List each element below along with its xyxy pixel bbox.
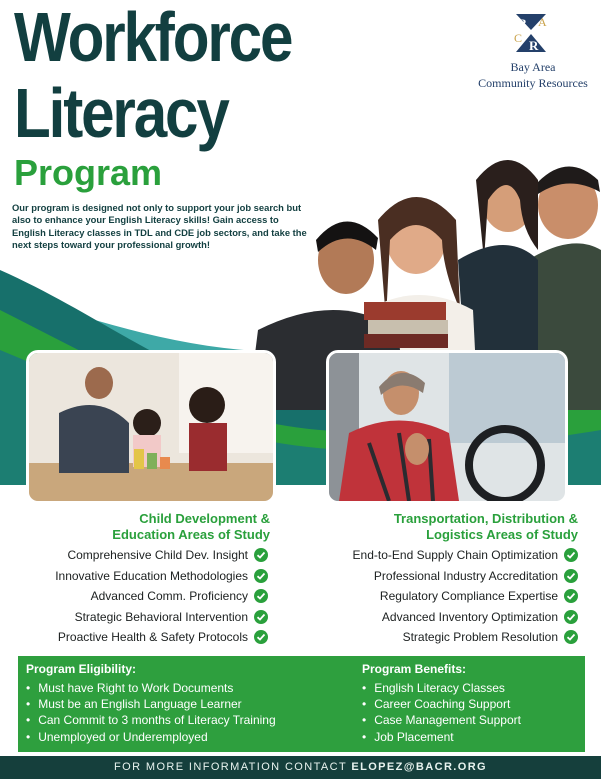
list-item: Professional Industry Accreditation bbox=[300, 566, 578, 587]
org-name-line1: Bay Area bbox=[510, 60, 556, 74]
intro-text: Our program is designed not only to support your job search but also to enhance your English Literacy skills! Gain access to English Literacy classes in TDL and CDE job sectors, and take the next steps toward your professional growth! bbox=[12, 202, 307, 251]
list-item: Comprehensive Child Dev. Insight bbox=[10, 545, 268, 566]
check-circle-icon bbox=[254, 630, 268, 644]
contact-footer bbox=[0, 756, 601, 779]
cde-study-list bbox=[10, 545, 268, 648]
cde-heading-line1: Child Development & bbox=[139, 511, 270, 526]
list-item: Strategic Behavioral Intervention bbox=[10, 607, 268, 628]
check-circle-icon bbox=[564, 610, 578, 624]
list-item: End-to-End Supply Chain Optimization bbox=[300, 545, 578, 566]
check-circle-icon bbox=[254, 610, 268, 624]
check-circle-icon bbox=[254, 548, 268, 562]
list-item: • Case Management Support bbox=[362, 712, 521, 728]
list-item: • Unemployed or Underemployed bbox=[26, 729, 276, 745]
tdl-heading-line2: Logistics Areas of Study bbox=[426, 527, 578, 542]
contact-text: FOR MORE INFORMATION CONTACT bbox=[114, 761, 352, 773]
org-name-line2: Community Resources bbox=[478, 76, 588, 90]
list-item: Innovative Education Methodologies bbox=[10, 566, 268, 587]
svg-text:A: A bbox=[538, 15, 547, 29]
check-circle-icon bbox=[564, 589, 578, 603]
list-item: • English Literacy Classes bbox=[362, 680, 521, 696]
title-workforce: Workforce bbox=[14, 0, 292, 76]
benefits-title: Program Benefits: bbox=[362, 662, 467, 676]
tdl-heading bbox=[320, 511, 578, 543]
tdl-study-list bbox=[300, 545, 578, 648]
bacr-logo-icon bbox=[508, 8, 554, 56]
check-circle-icon bbox=[254, 589, 268, 603]
list-item: Advanced Inventory Optimization bbox=[300, 607, 578, 628]
title-literacy: Literacy bbox=[14, 74, 228, 152]
check-circle-icon bbox=[254, 569, 268, 583]
truck-driver-photo bbox=[326, 350, 568, 504]
cde-heading-line2: Education Areas of Study bbox=[112, 527, 270, 542]
check-circle-icon bbox=[564, 548, 578, 562]
list-item: • Career Coaching Support bbox=[362, 696, 521, 712]
list-item: • Can Commit to 3 months of Literacy Training bbox=[26, 712, 276, 728]
svg-text:R: R bbox=[529, 38, 539, 53]
eligibility-list bbox=[26, 680, 276, 745]
list-item: Regulatory Compliance Expertise bbox=[300, 586, 578, 607]
eligibility-benefits-box bbox=[18, 656, 585, 752]
svg-text:B: B bbox=[518, 16, 527, 31]
list-item: • Must be an English Language Learner bbox=[26, 696, 276, 712]
check-circle-icon bbox=[564, 569, 578, 583]
bacr-logo bbox=[468, 6, 598, 96]
list-item: • Job Placement bbox=[362, 729, 521, 745]
svg-text:C: C bbox=[514, 31, 523, 45]
list-item: • Must have Right to Work Documents bbox=[26, 680, 276, 696]
tdl-heading-line1: Transportation, Distribution & bbox=[393, 511, 578, 526]
list-item: Proactive Health & Safety Protocols bbox=[10, 627, 268, 648]
title-program: Program bbox=[14, 152, 163, 193]
benefits-list bbox=[362, 680, 521, 745]
childcare-photo bbox=[26, 350, 276, 504]
eligibility-title: Program Eligibility: bbox=[26, 662, 137, 676]
check-circle-icon bbox=[564, 630, 578, 644]
list-item: Strategic Problem Resolution bbox=[300, 627, 578, 648]
cde-heading bbox=[40, 511, 270, 543]
list-item: Advanced Comm. Proficiency bbox=[10, 586, 268, 607]
contact-email-link[interactable]: ELOPEZ@BACR.ORG bbox=[351, 761, 487, 773]
